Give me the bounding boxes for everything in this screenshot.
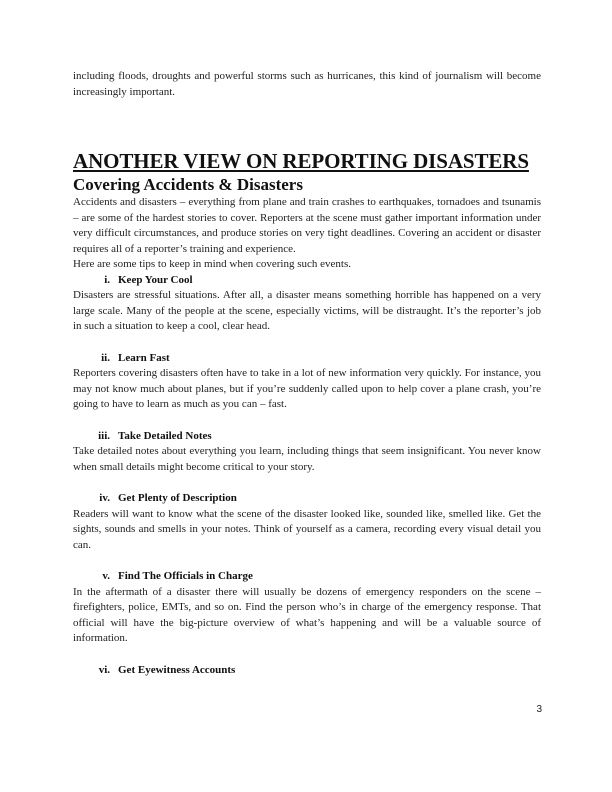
spacer bbox=[73, 647, 541, 663]
tip-heading: Get Eyewitness Accounts bbox=[118, 663, 236, 676]
tip-section bbox=[73, 351, 541, 413]
tip-section bbox=[73, 273, 541, 335]
tip-number: iv. bbox=[99, 492, 110, 504]
spacer bbox=[73, 475, 541, 491]
tip-title bbox=[73, 273, 541, 289]
tip-body: In the aftermath of a disaster there will usually be dozens of emergency responders on the scene – firefighters, police, EMTs, and so on. Find the person who’s in charge of the emergency response. That official will have the big-picture overview of what’s happening and will be a valuable source of information. bbox=[73, 585, 541, 644]
tip-body: Take detailed notes about everything you learn, including things that seem insignificant. You never know when small details might become critical to your story. bbox=[73, 445, 541, 473]
main-heading: ANOTHER VIEW ON REPORTING DISASTERS bbox=[73, 149, 529, 173]
spacer bbox=[73, 553, 541, 569]
tip-title bbox=[73, 429, 541, 445]
tip-body: Disasters are stressful situations. After all, a disaster means something horrible has happened on a very large scale. Many of the people at the scene, especially victims, will be distraught. It’s the reporter’s job in such a situation to keep a cool, clear head. bbox=[73, 289, 541, 332]
tip-number: iii. bbox=[98, 429, 110, 442]
tip-section bbox=[73, 663, 541, 679]
tip-heading: Keep Your Cool bbox=[118, 273, 193, 286]
tip-number: i. bbox=[104, 273, 110, 286]
page-number: 3 bbox=[536, 704, 542, 715]
tip-heading: Learn Fast bbox=[118, 351, 170, 364]
tip-title bbox=[73, 491, 541, 507]
tip-title bbox=[73, 663, 541, 679]
tip-section bbox=[73, 491, 541, 553]
tip-title bbox=[73, 569, 541, 585]
tip-section bbox=[73, 429, 541, 476]
tip-heading: Get Plenty of Description bbox=[118, 492, 237, 504]
tip-body: Readers will want to know what the scene of the disaster looked like, sounded like, smelled like. Get the sights, sounds and smells in your notes. Think of yourself as a camera, recording every visual detail you can. bbox=[73, 507, 541, 551]
overview-paragraph: Accidents and disasters – everything from plane and train crashes to earthquakes, tornadoes and tsunamis – are some of the hardest stories to cover. Reporters at the scene must gather important information under very difficult circumstances, and produce stories on very tight deadlines. Covering an accident or disaster requires all of a reporter’s training and experience. bbox=[73, 196, 541, 255]
tip-number: vi. bbox=[98, 663, 110, 676]
tips-intro: Here are some tips to keep in mind when covering such events. bbox=[73, 258, 351, 270]
page-content bbox=[73, 69, 541, 678]
tip-number: ii. bbox=[101, 351, 110, 364]
tip-number: v. bbox=[102, 570, 110, 582]
tip-heading: Take Detailed Notes bbox=[118, 429, 212, 442]
intro-paragraph: including floods, droughts and powerful storms such as hurricanes, this kind of journalism will become increasingly important. bbox=[73, 70, 541, 98]
spacer bbox=[73, 335, 541, 351]
tip-heading: Find The Officials in Charge bbox=[118, 570, 253, 582]
tip-body: Reporters covering disasters often have to take in a lot of new information very quickly. For instance, you may not know much about planes, but if you’re suddenly called upon to help cover a plane crash, you’re going to have to learn as much as you can – fast. bbox=[73, 367, 541, 410]
sub-heading: Covering Accidents & Disasters bbox=[73, 175, 303, 194]
tip-title bbox=[73, 351, 541, 367]
tip-section bbox=[73, 569, 541, 647]
spacer bbox=[73, 413, 541, 429]
